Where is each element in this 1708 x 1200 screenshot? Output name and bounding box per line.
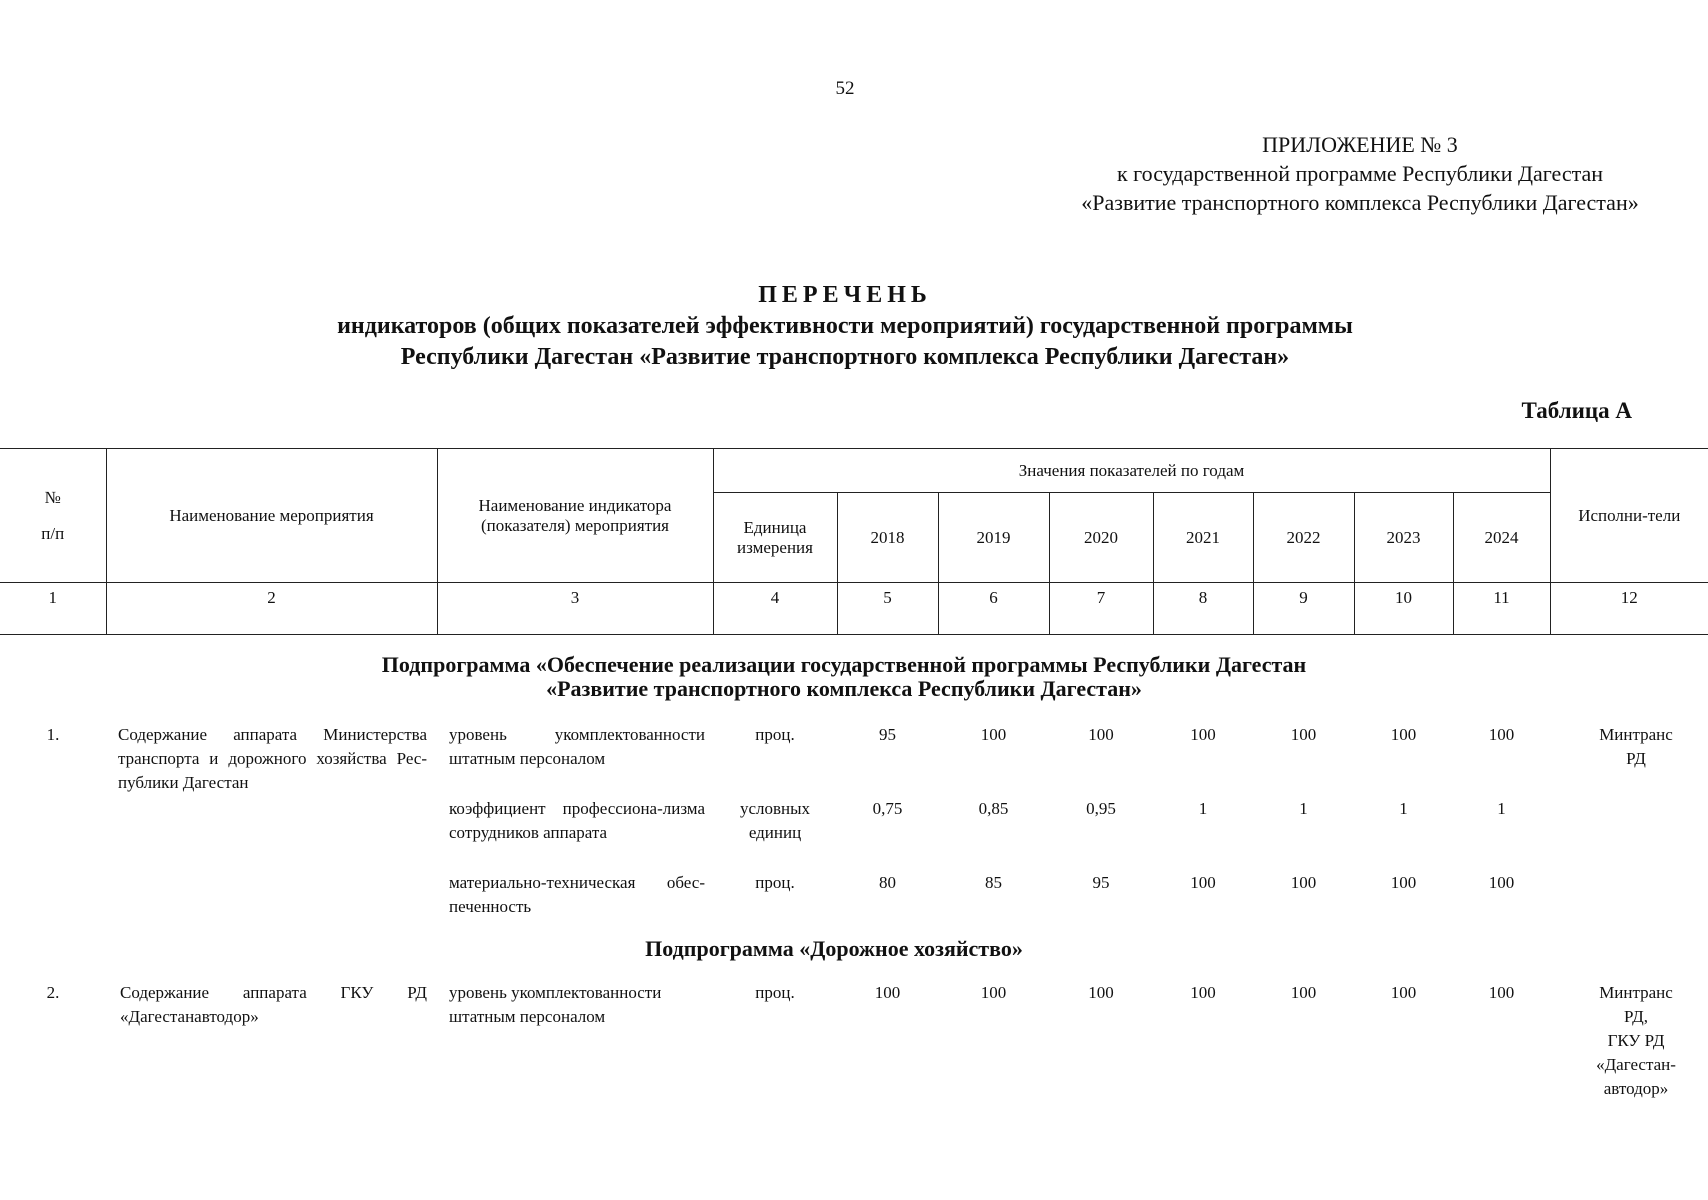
item-1-executor-line-2: РД <box>1626 749 1646 768</box>
item-2-value: 100 <box>980 983 1007 1002</box>
title-line-3: Республики Дагестан «Развитие транспортного комплекса Республики Дагестан» <box>400 344 1290 370</box>
item-1-value: 0,75 <box>872 799 903 818</box>
header-unit: Единица измерения <box>713 493 837 583</box>
item-1-executor-line-1: Минтранс <box>1599 725 1673 744</box>
item-1-value: 100 <box>1390 725 1417 744</box>
item-2-number: 2. <box>46 983 60 1002</box>
header-number-top: № <box>44 487 61 507</box>
subprogram-2-line-1: Подпрограмма «Дорожное хозяйство» <box>645 936 1023 961</box>
title-line-1: ПЕРЕЧЕНЬ <box>758 282 932 308</box>
column-number: 5 <box>837 583 938 635</box>
column-number: 11 <box>1453 583 1550 635</box>
column-number: 7 <box>1049 583 1153 635</box>
header-year-2020: 2020 <box>1049 493 1153 583</box>
header-number-bottom: п/п <box>41 523 65 543</box>
item-1-value: 100 <box>1190 873 1216 892</box>
document-title <box>0 280 1690 373</box>
column-number: 9 <box>1253 583 1354 635</box>
item-1-value: 1 <box>1399 799 1408 818</box>
header-year-2024: 2024 <box>1453 493 1550 583</box>
item-1-indicator-3: материально-техническая обес-печенность <box>449 873 705 916</box>
item-1-unit-1: проц. <box>755 725 795 744</box>
item-1-value: 100 <box>1190 725 1216 744</box>
item-1-number: 1. <box>46 725 60 744</box>
item-1-value: 100 <box>1088 725 1114 744</box>
item-2-value: 100 <box>1488 983 1515 1002</box>
header-year-2023: 2023 <box>1354 493 1453 583</box>
item-1-value: 85 <box>985 873 1002 892</box>
header-measure-name: Наименование мероприятия <box>106 449 437 583</box>
header-years-group: Значения показателей по годам <box>713 449 1550 493</box>
appendix-line-2: к государственной программе Республики Дагестан <box>1116 161 1604 186</box>
item-2-executor-line-5: автодор» <box>1603 1079 1669 1098</box>
item-2-value: 100 <box>1290 983 1317 1002</box>
header-year-2019: 2019 <box>938 493 1049 583</box>
item-2-indicator-1: уровень укомплектованности штатным персоналом <box>449 983 662 1026</box>
item-1-executor <box>1550 715 1708 927</box>
column-number: 2 <box>106 583 437 635</box>
item-1-value: 0,85 <box>978 799 1009 818</box>
item-1-value: 100 <box>1488 873 1515 892</box>
item-1-value: 100 <box>1290 725 1317 744</box>
column-number: 3 <box>437 583 713 635</box>
item-1-value: 95 <box>879 725 896 744</box>
item-1-indicator-1: уровень укомплектованности штатным персоналом <box>449 725 705 768</box>
item-1-unit-3: проц. <box>755 873 795 892</box>
item-2-value: 100 <box>1088 983 1114 1002</box>
appendix-line-3: «Развитие транспортного комплекса Республики Дагестан» <box>1081 190 1639 215</box>
subprogram-2-row <box>0 927 1708 973</box>
item-2-value: 100 <box>1190 983 1216 1002</box>
table-row <box>0 973 1708 1101</box>
column-number: 8 <box>1153 583 1253 635</box>
item-1-indicator-2: коэффициент профессиона-лизма сотрудников аппарата <box>449 799 705 842</box>
header-year-2018: 2018 <box>837 493 938 583</box>
header-executors: Исполни-тели <box>1550 449 1708 583</box>
column-number: 1 <box>0 583 106 635</box>
subprogram-1-line-2: «Развитие транспортного комплекса Республики Дагестан» <box>546 676 1142 701</box>
column-number: 4 <box>713 583 837 635</box>
item-1-value: 100 <box>1488 725 1515 744</box>
item-2-executor-line-1: Минтранс <box>1599 983 1673 1002</box>
indicators-table <box>0 448 1708 1101</box>
appendix-line-1: ПРИЛОЖЕНИЕ № 3 <box>1262 132 1458 157</box>
subprogram-1-line-1: Подпрограмма «Обеспечение реализации государственной программы Республики Дагестан <box>381 652 1307 677</box>
item-2-measure: Содержание аппарата ГКУ РД «Дагестанавтодор» <box>120 983 427 1026</box>
item-2-executor-line-2: РД, <box>1624 1007 1649 1026</box>
column-number: 10 <box>1354 583 1453 635</box>
column-number: 6 <box>938 583 1049 635</box>
item-1-measure: Содержание аппарата Министерства транспорта и дорожного хозяйства Рес-публики Дагестан <box>118 725 427 792</box>
column-numbers-row <box>0 583 1708 635</box>
item-2-executor-line-3: ГКУ РД <box>1607 1031 1665 1050</box>
item-2-value: 100 <box>874 983 901 1002</box>
header-number <box>0 449 106 583</box>
table-label: Таблица А <box>1521 398 1632 423</box>
item-1-value: 1 <box>1198 799 1208 818</box>
table-row <box>0 715 1708 789</box>
header-indicator-name: Наименование индикатора (показателя) мероприятия <box>437 449 713 583</box>
item-1-value: 80 <box>879 873 896 892</box>
item-1-value: 1 <box>1497 799 1506 818</box>
item-1-value: 100 <box>980 725 1007 744</box>
item-2-executor-line-4: «Дагестан- <box>1596 1055 1676 1074</box>
title-line-2: индикаторов (общих показателей эффективности мероприятий) государственной программы <box>337 313 1353 339</box>
item-1-unit-2: условных единиц <box>739 799 811 842</box>
item-2-executor <box>1550 973 1708 1101</box>
item-1-value: 0,95 <box>1086 799 1116 818</box>
header-year-2021: 2021 <box>1153 493 1253 583</box>
subprogram-1-row <box>0 635 1708 716</box>
column-number: 12 <box>1550 583 1708 635</box>
item-1-value: 95 <box>1092 873 1110 892</box>
page-number: 52 <box>835 78 855 99</box>
item-1-value: 1 <box>1299 799 1308 818</box>
item-1-value: 100 <box>1290 873 1317 892</box>
header-year-2022: 2022 <box>1253 493 1354 583</box>
item-2-value: 100 <box>1390 983 1417 1002</box>
item-1-value: 100 <box>1390 873 1417 892</box>
appendix-header <box>900 130 1708 217</box>
item-2-unit-1: проц. <box>755 983 795 1002</box>
